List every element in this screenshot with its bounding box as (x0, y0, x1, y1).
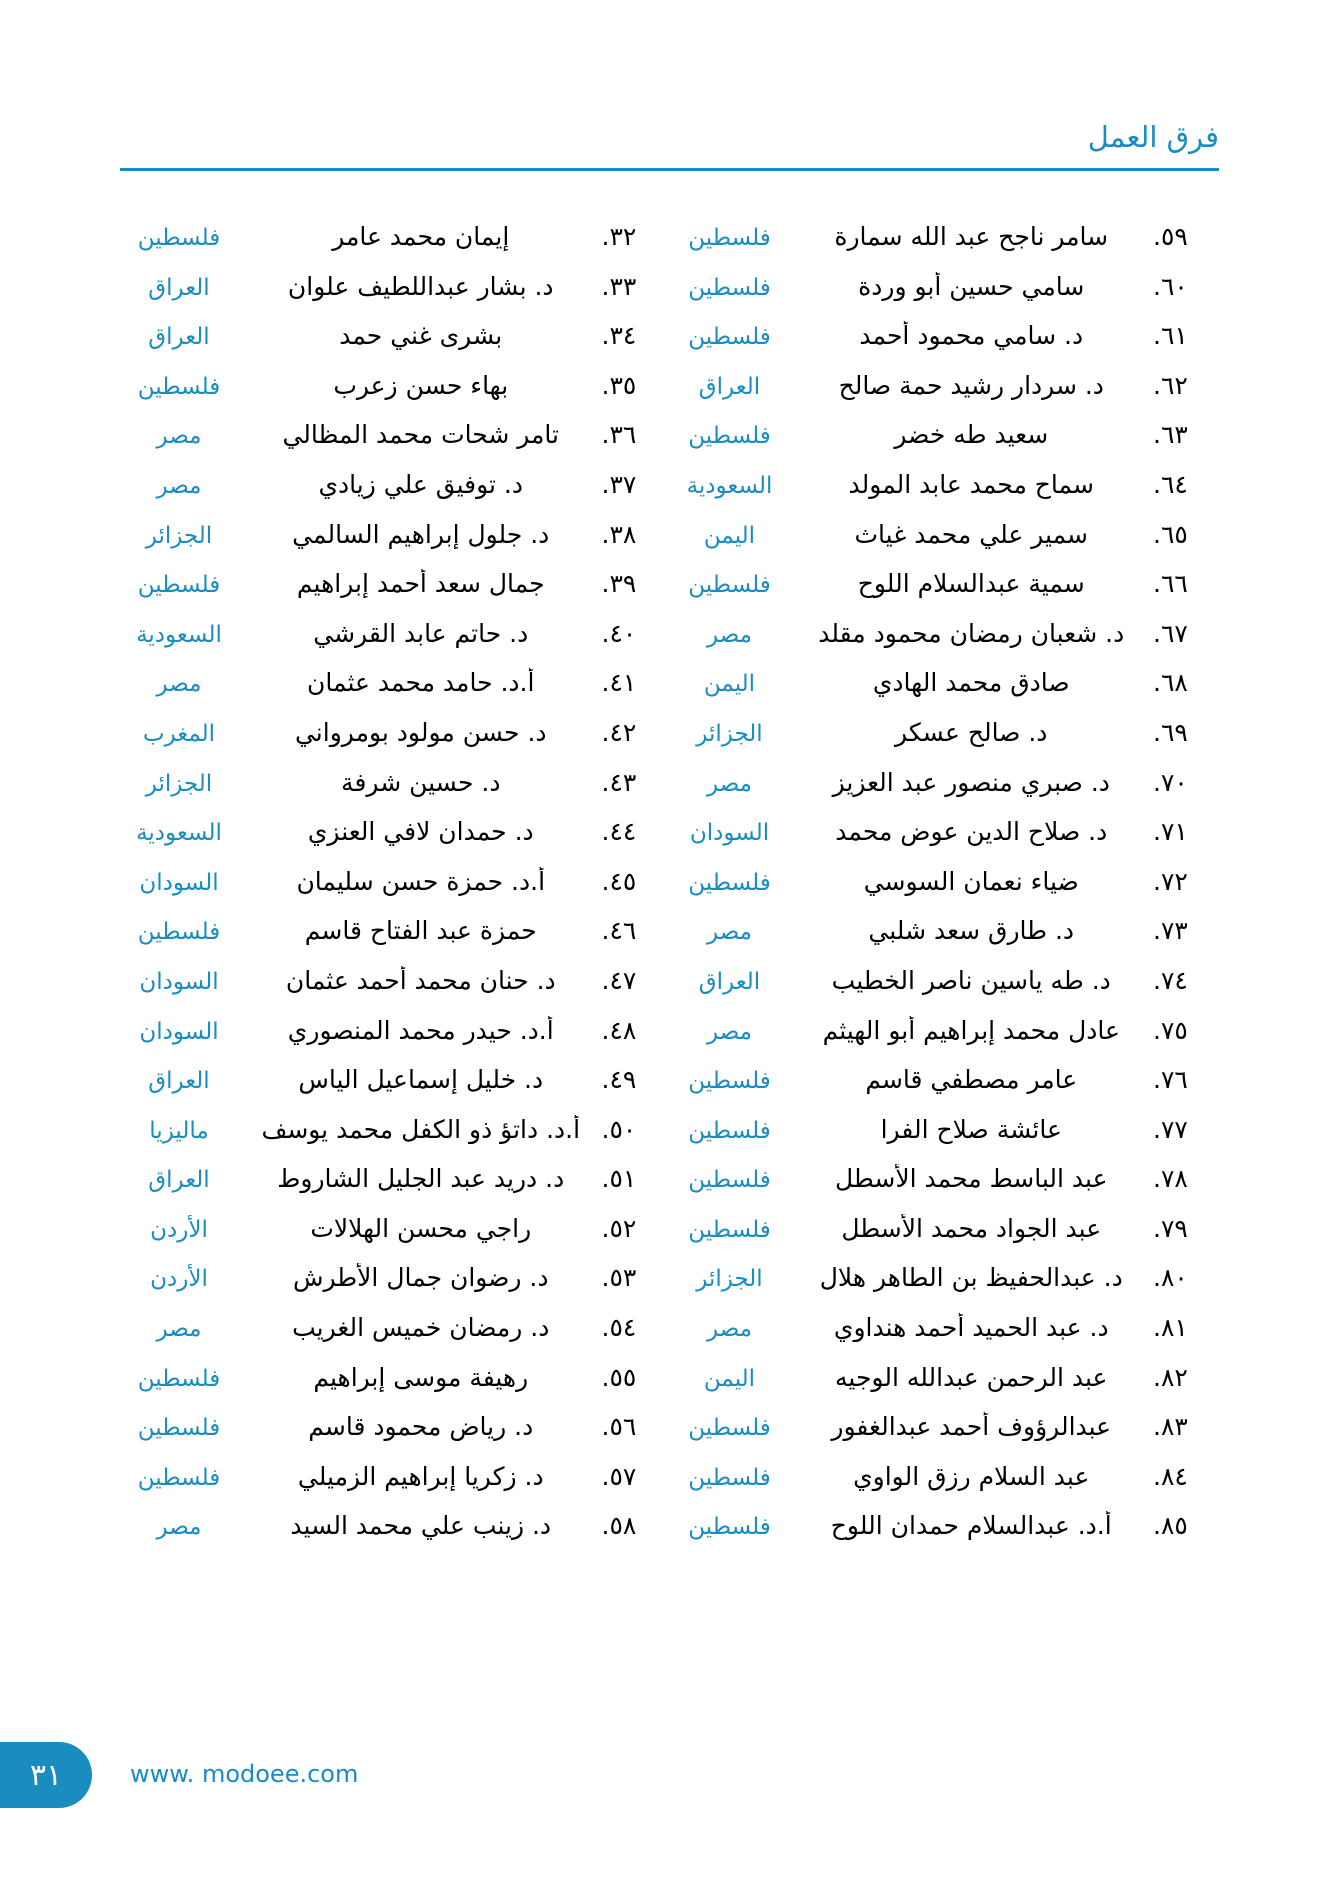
participant-country: فلسطين (688, 1117, 771, 1144)
participant-number: ٣٨. (601, 519, 637, 549)
participant-number: ٦٢. (1153, 370, 1188, 400)
participant-name: سماح محمد عابد المولد (848, 469, 1094, 499)
list-item (118, 1363, 670, 1413)
list-item (670, 768, 1222, 818)
participant-country: السودان (139, 968, 219, 995)
list-item (670, 867, 1222, 917)
participant-name: أ.د. حيدر محمد المنصوري (287, 1015, 554, 1045)
list-item (118, 1214, 670, 1264)
participant-country: فلسطين (688, 869, 771, 896)
participant-number: ٧٧. (1153, 1114, 1188, 1144)
participant-country: العراق (148, 324, 210, 351)
list-item (670, 1164, 1222, 1214)
participant-number: ٥٣. (601, 1263, 637, 1293)
list-item (118, 867, 670, 917)
participant-name: أ.د. حمزة حسن سليمان (296, 866, 546, 896)
participant-country: الجزائر (696, 720, 763, 747)
participant-name: سمير علي محمد غياث (854, 519, 1088, 549)
list-item (670, 321, 1222, 371)
participant-number: ٥١. (601, 1164, 637, 1194)
participant-name: د. زينب علي محمد السيد (290, 1511, 552, 1541)
participant-country: المغرب (142, 720, 216, 747)
participant-name: عبد السلام رزق الواوي (853, 1461, 1090, 1491)
participant-country: فلسطين (688, 274, 771, 301)
participant-country: الجزائر (145, 522, 213, 549)
participant-country: مصر (156, 472, 202, 499)
participant-name: د. صبري منصور عبد العزيز (832, 767, 1110, 797)
page-header (120, 120, 1219, 180)
participant-country: مصر (156, 423, 202, 450)
participant-name: د. طه ياسين ناصر الخطيب (831, 965, 1111, 995)
participant-number: ٧٩. (1153, 1213, 1188, 1243)
participant-country: السعودية (686, 472, 773, 499)
participants-column-left (670, 222, 1222, 1561)
participant-name: أ.د. عبدالسلام حمدان اللوح (830, 1511, 1112, 1541)
list-item (118, 1065, 670, 1115)
participant-number: ٣٢. (601, 222, 637, 251)
list-item (118, 470, 670, 520)
participant-country: مصر (707, 1316, 752, 1343)
participant-name: د. رضوان جمال الأطرش (292, 1263, 549, 1293)
participant-country: مصر (707, 770, 752, 797)
participant-name: أ.د. حامد محمد عثمان (307, 668, 535, 698)
participant-name: د. رياض محمود قاسم (308, 1412, 534, 1442)
list-item (118, 520, 670, 570)
participant-number: ٤٦. (601, 916, 637, 946)
participant-name: د. زكريا إبراهيم الزميلي (297, 1461, 544, 1491)
list-item (670, 1263, 1222, 1313)
participant-number: ٤٢. (601, 717, 637, 747)
list-item (670, 718, 1222, 768)
participant-country: فلسطين (137, 1365, 221, 1392)
page-number-badge: ٣١ (0, 1742, 92, 1808)
participant-country: اليمن (703, 1365, 756, 1392)
header-divider (120, 168, 1219, 171)
participant-number: ٦٠. (1153, 271, 1188, 301)
participant-name: صادق محمد الهادي (872, 668, 1070, 698)
participant-country: الجزائر (145, 770, 213, 797)
participant-name: سعيد طه خضر (894, 420, 1049, 450)
participant-name: تامر شحات محمد المظالي (282, 420, 560, 450)
page-title: فرق العمل (1087, 120, 1219, 154)
list-item (670, 272, 1222, 322)
list-item (670, 1511, 1222, 1561)
list-item (118, 1115, 670, 1165)
list-item (670, 668, 1222, 718)
participant-name: د. توفيق علي زيادي (318, 469, 524, 499)
participant-country: العراق (148, 1167, 210, 1194)
participant-country: فلسطين (137, 1464, 221, 1491)
list-item (670, 520, 1222, 570)
participant-country: مصر (707, 919, 752, 946)
participant-number: ٧٢. (1153, 866, 1188, 896)
participant-number: ٥٤. (601, 1313, 637, 1343)
participant-country: فلسطين (688, 1514, 771, 1541)
list-item (118, 1016, 670, 1066)
participant-number: ٨٢. (1153, 1362, 1188, 1392)
participant-country: فلسطين (688, 423, 771, 450)
participant-number: ٦٦. (1153, 569, 1188, 599)
participant-name: سامر ناجح عبد الله سمارة (834, 222, 1109, 251)
list-item (670, 966, 1222, 1016)
list-item (670, 1462, 1222, 1512)
participant-name: د. جلول إبراهيم السالمي (292, 519, 550, 549)
participant-number: ٣٩. (601, 569, 637, 599)
participant-number: ٧٨. (1153, 1164, 1188, 1194)
participant-number: ٣٤. (601, 321, 637, 351)
participant-name: د. سردار رشيد حمة صالح (838, 370, 1104, 400)
participant-number: ٦١. (1153, 321, 1188, 351)
list-item (118, 668, 670, 718)
participant-number: ٣٥. (601, 370, 637, 400)
list-item (670, 1115, 1222, 1165)
participant-number: ٨٥. (1153, 1511, 1188, 1541)
participant-number: ٥٠. (601, 1114, 637, 1144)
participant-name: د. سامي محمود أحمد (859, 321, 1084, 351)
participant-number: ٤٥. (601, 866, 637, 896)
participant-country: العراق (148, 1068, 210, 1095)
list-item (118, 1313, 670, 1363)
list-item (118, 420, 670, 470)
participant-country: فلسطين (137, 225, 221, 251)
participant-name: د. حسين شرفة (341, 767, 501, 797)
participant-country: العراق (148, 274, 210, 301)
participant-name: د. رمضان خميس الغريب (292, 1313, 550, 1343)
list-item (670, 371, 1222, 421)
participant-country: العراق (698, 373, 761, 400)
participant-country: الأردن (150, 1266, 208, 1293)
participant-name: عادل محمد إبراهيم أبو الهيثم (822, 1015, 1120, 1045)
participant-name: جمال سعد أحمد إبراهيم (296, 569, 545, 599)
participant-name: رهيفة موسى إبراهيم (313, 1362, 529, 1392)
participant-number: ٤٣. (601, 767, 637, 797)
participant-name: د. عبد الحميد أحمد هنداوي (833, 1313, 1109, 1343)
list-item (670, 470, 1222, 520)
list-item (118, 1263, 670, 1313)
participant-number: ٧٥. (1153, 1015, 1188, 1045)
participant-name: د. حسن مولود بومرواني (294, 717, 547, 747)
list-item (118, 1412, 670, 1462)
participant-number: ٦٨. (1153, 668, 1188, 698)
participant-country: السعودية (136, 820, 222, 847)
participant-number: ٤٠. (601, 618, 637, 648)
list-item (670, 619, 1222, 669)
footer-website-link[interactable]: www. modoee.com (130, 1760, 359, 1788)
participant-country: مصر (707, 1018, 752, 1045)
participant-country: السودان (139, 1018, 219, 1045)
participant-name: حمزة عبد الفتاح قاسم (304, 916, 537, 946)
list-item (118, 222, 670, 272)
list-item (670, 420, 1222, 470)
list-item (118, 569, 670, 619)
participant-country: السودان (139, 869, 219, 896)
participant-country: فلسطين (137, 373, 221, 400)
participant-country: مصر (156, 1514, 202, 1541)
participant-country: السعودية (136, 621, 222, 648)
participant-number: ٥٦. (601, 1412, 637, 1442)
participant-country: فلسطين (137, 919, 221, 946)
list-item (670, 1214, 1222, 1264)
participant-name: د. عبدالحفيظ بن الطاهر هلال (819, 1263, 1123, 1293)
participant-country: فلسطين (688, 225, 771, 251)
participant-country: فلسطين (688, 572, 771, 599)
participant-name: د. حمدان لافي العنزي (307, 817, 534, 847)
page-footer (0, 1742, 1339, 1812)
list-item (118, 1462, 670, 1512)
participant-name: عبدالرؤوف أحمد عبدالغفور (831, 1412, 1112, 1442)
participant-name: د. دريد عبد الجليل الشاروط (277, 1164, 565, 1194)
participant-name: أ.د. داتؤ ذو الكفل محمد يوسف (261, 1114, 581, 1144)
list-item (118, 817, 670, 867)
list-item (118, 768, 670, 818)
participant-name: عائشة صلاح الفرا (880, 1114, 1062, 1144)
participant-name: د. خليل إسماعيل الياس (298, 1065, 544, 1095)
participant-number: ٤١. (601, 668, 637, 698)
participant-number: ٨١. (1153, 1313, 1188, 1343)
participant-name: د. حنان محمد أحمد عثمان (285, 965, 556, 995)
participant-number: ٣٦. (601, 420, 637, 450)
participant-country: فلسطين (688, 324, 771, 351)
participant-name: عبد الرحمن عبدالله الوجيه (835, 1362, 1108, 1392)
list-item (670, 817, 1222, 867)
participant-name: د. شعبان رمضان محمود مقلد (818, 618, 1125, 648)
list-item (118, 718, 670, 768)
participant-number: ٤٤. (601, 817, 637, 847)
participant-number: ٧٦. (1153, 1065, 1188, 1095)
participant-country: فلسطين (688, 1167, 771, 1194)
list-item (118, 619, 670, 669)
list-item (670, 1412, 1222, 1462)
participant-name: سمية عبدالسلام اللوح (857, 569, 1085, 599)
participant-country: مصر (156, 671, 202, 698)
list-item (670, 1016, 1222, 1066)
participants-column-right (118, 222, 670, 1561)
participant-country: الجزائر (696, 1266, 763, 1293)
participant-country: فلسطين (688, 1464, 771, 1491)
participants-list (118, 222, 1221, 1561)
participant-country: فلسطين (688, 1068, 771, 1095)
participant-number: ٨٠. (1153, 1263, 1188, 1293)
participant-country: السودان (689, 820, 770, 847)
participant-country: فلسطين (688, 1415, 771, 1442)
participant-number: ٤٩. (601, 1065, 637, 1095)
participant-number: ٤٧. (601, 965, 637, 995)
list-item (670, 222, 1222, 272)
participant-name: د. طارق سعد شلبي (868, 916, 1075, 946)
participant-number: ٧٣. (1153, 916, 1188, 946)
participant-country: فلسطين (137, 1415, 221, 1442)
participant-number: ٥٨. (601, 1511, 637, 1541)
list-item (670, 1363, 1222, 1413)
participant-number: ٣٧. (601, 469, 637, 499)
list-item (118, 1511, 670, 1561)
participant-country: اليمن (703, 671, 756, 698)
list-item (118, 966, 670, 1016)
participant-name: بشرى غني حمد (339, 321, 503, 351)
participant-name: د. صلاح الدين عوض محمد (835, 817, 1108, 847)
participant-number: ٤٨. (601, 1015, 637, 1045)
participant-number: ٦٩. (1153, 717, 1188, 747)
participant-number: ٨٣. (1153, 1412, 1188, 1442)
participant-number: ٥٧. (601, 1461, 637, 1491)
participant-country: فلسطين (688, 1216, 771, 1243)
list-item (118, 916, 670, 966)
list-item (670, 916, 1222, 966)
participant-name: إيمان محمد عامر (332, 222, 510, 251)
participant-number: ٧١. (1153, 817, 1188, 847)
list-item (670, 1065, 1222, 1115)
participant-name: سامي حسين أبو وردة (858, 271, 1085, 301)
participant-name: د. حاتم عابد القرشي (313, 618, 529, 648)
participant-number: ٦٥. (1153, 519, 1188, 549)
participant-name: د. بشار عبداللطيف علوان (287, 271, 554, 301)
participant-country: مصر (707, 621, 752, 648)
participant-name: عبد الجواد محمد الأسطل (841, 1213, 1102, 1243)
participant-name: عامر مصطفي قاسم (865, 1065, 1078, 1095)
participant-number: ٧٠. (1153, 767, 1188, 797)
participant-country: اليمن (703, 522, 756, 549)
participant-country: فلسطين (137, 572, 221, 599)
participant-number: ٣٣. (601, 271, 637, 301)
participant-country: ماليزيا (149, 1117, 209, 1144)
participant-number: ٨٤. (1153, 1461, 1188, 1491)
list-item (670, 569, 1222, 619)
participant-name: ضياء نعمان السوسي (863, 866, 1079, 896)
list-item (118, 1164, 670, 1214)
participant-number: ٦٣. (1153, 420, 1188, 450)
list-item (118, 321, 670, 371)
participant-name: بهاء حسن زعرب (333, 370, 509, 400)
list-item (670, 1313, 1222, 1363)
participant-number: ٦٧. (1153, 618, 1188, 648)
participant-number: ٧٤. (1153, 965, 1188, 995)
participant-name: راجي محسن الهلالات (310, 1213, 532, 1243)
list-item (118, 272, 670, 322)
participant-country: الأردن (150, 1216, 208, 1243)
participant-country: مصر (156, 1316, 202, 1343)
participant-country: العراق (698, 968, 761, 995)
participant-number: ٥٩. (1153, 222, 1188, 251)
participant-number: ٥٢. (601, 1213, 637, 1243)
participant-name: عبد الباسط محمد الأسطل (834, 1164, 1108, 1194)
participant-number: ٥٥. (601, 1362, 637, 1392)
participant-number: ٦٤. (1153, 469, 1188, 499)
list-item (118, 371, 670, 421)
participant-name: د. صالح عسكر (895, 717, 1048, 747)
